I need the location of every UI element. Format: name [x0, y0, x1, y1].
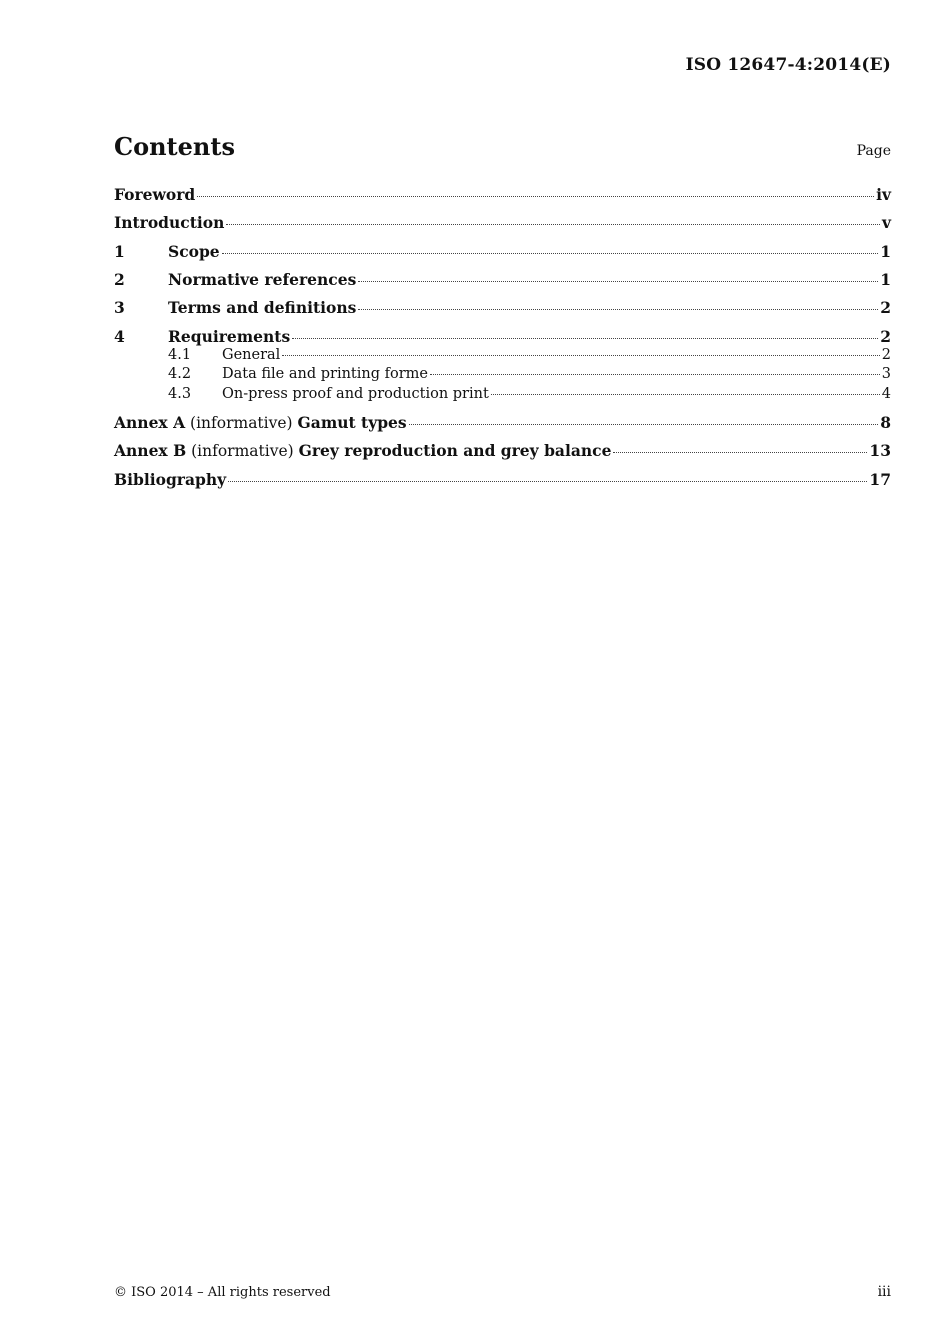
toc-page: 2: [880, 298, 891, 317]
toc-number: 4.1: [168, 347, 192, 363]
toc-entry-terms-definitions[interactable]: [114, 298, 891, 317]
dot-leader: [430, 374, 880, 375]
toc-title: General: [222, 347, 281, 363]
toc-title: Gamut types: [297, 413, 407, 432]
page-column-label: Page: [856, 143, 891, 159]
toc-title: Introduction: [114, 213, 225, 232]
toc-page: 2: [881, 347, 891, 363]
toc-entry-general[interactable]: [114, 347, 891, 363]
toc-number: 3: [114, 298, 125, 317]
annex-qualifier: (informative): [191, 442, 294, 460]
toc-entry-requirements[interactable]: [114, 327, 891, 346]
annex-label: Annex B: [114, 441, 187, 460]
toc-page: 3: [881, 366, 891, 382]
contents-heading: Contents: [114, 132, 235, 161]
annex-label: Annex A: [114, 413, 186, 432]
dot-leader: [228, 481, 867, 482]
toc-entry-data-file[interactable]: [114, 366, 891, 382]
toc-number: 4: [114, 327, 125, 346]
toc-entry-bibliography[interactable]: [114, 470, 891, 489]
copyright-notice: © ISO 2014 – All rights reserved: [114, 1285, 331, 1300]
toc-page: 8: [880, 413, 891, 432]
dot-leader: [358, 281, 878, 282]
toc-entry-annex-a[interactable]: [114, 413, 891, 432]
dot-leader: [613, 452, 867, 453]
toc-page: 4: [881, 386, 891, 402]
toc-title: Bibliography: [114, 470, 227, 489]
dot-leader: [282, 355, 879, 356]
toc-title: Grey reproduction and grey balance: [298, 441, 612, 460]
toc-page: 13: [869, 441, 891, 460]
toc-number: 4.2: [168, 366, 192, 382]
dot-leader: [197, 196, 874, 197]
toc-title: Terms and definitions: [168, 298, 357, 317]
toc-page: 2: [880, 327, 891, 346]
toc-entry-foreword[interactable]: [114, 185, 891, 204]
toc-page: 17: [869, 470, 891, 489]
toc-entry-introduction[interactable]: [114, 213, 891, 232]
toc-number: 4.3: [168, 386, 192, 402]
document-code: ISO 12647-4:2014(E): [685, 55, 891, 75]
toc-page: v: [881, 213, 891, 232]
toc-entry-scope[interactable]: [114, 242, 891, 261]
dot-leader: [292, 338, 878, 339]
toc-title: Scope: [168, 242, 220, 261]
page-number: iii: [877, 1284, 891, 1300]
annex-qualifier: (informative): [190, 414, 293, 432]
toc-entry-annex-b[interactable]: [114, 441, 891, 460]
toc-page: 1: [880, 270, 891, 289]
toc-page: iv: [876, 185, 891, 204]
dot-leader: [226, 224, 880, 225]
dot-leader: [358, 309, 878, 310]
toc-page: 1: [880, 242, 891, 261]
toc-entry-on-press-proof[interactable]: [114, 386, 891, 402]
toc-title: Requirements: [168, 327, 291, 346]
toc-title: Data file and printing forme: [222, 366, 428, 382]
toc-title: Foreword: [114, 185, 196, 204]
toc-entry-normative-references[interactable]: [114, 270, 891, 289]
toc-title: On-press proof and production print: [222, 386, 489, 402]
toc-number: 1: [114, 242, 125, 261]
dot-leader: [409, 424, 879, 425]
toc-number: 2: [114, 270, 125, 289]
dot-leader: [491, 394, 880, 395]
dot-leader: [222, 253, 879, 254]
toc-title: Normative references: [168, 270, 357, 289]
